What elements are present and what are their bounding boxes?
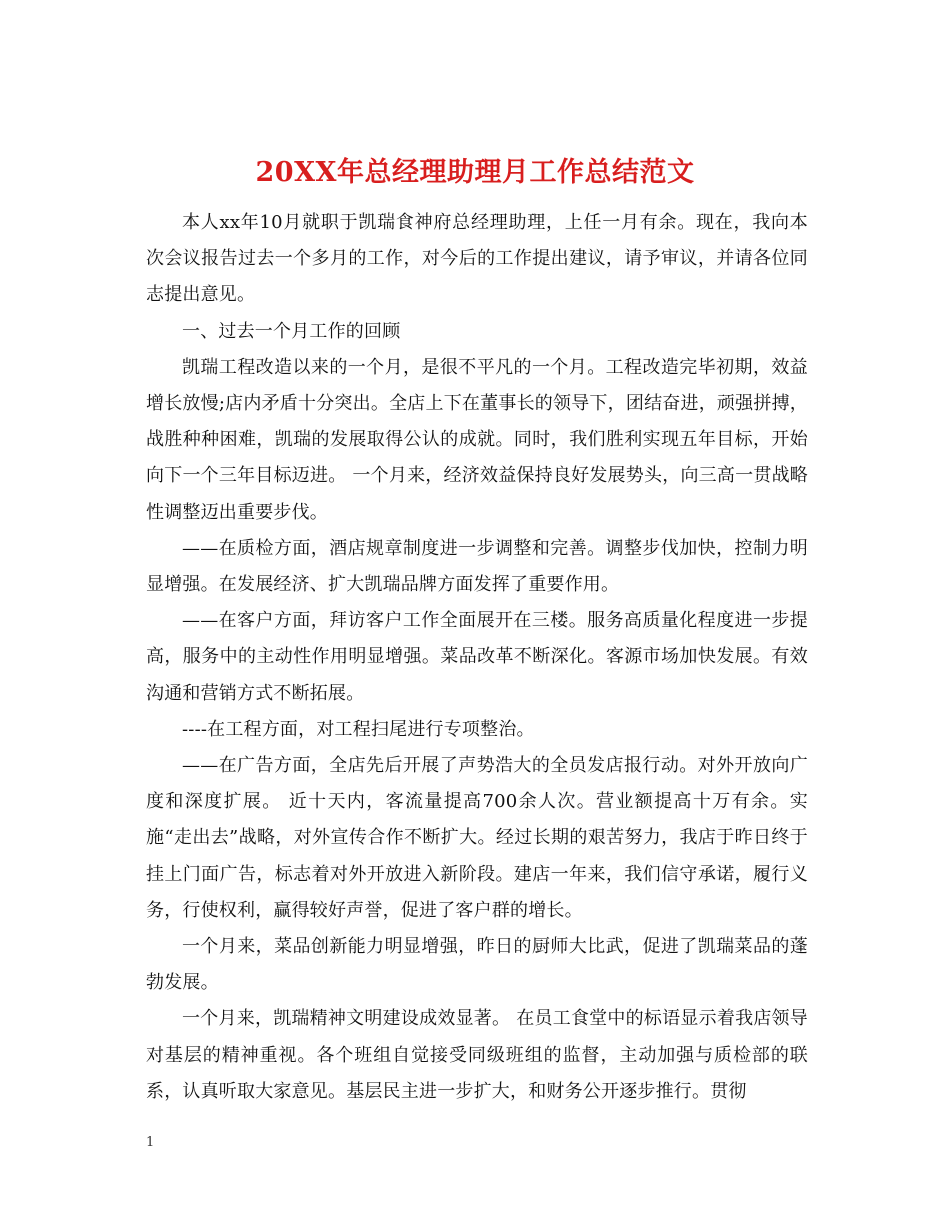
paragraph-culture: 一个月来，凯瑞精神文明建设成效显著。 在员工食堂中的标语显示着我店领导对基层的精神重视。各个班组自觉接受同级班组的监督，主动加强与质检部的联系，认真听取大家意见。基层民主进一步扩大，和财务公开逐步推行。贯彻 xyxy=(146,1008,808,1102)
paragraph-customer: ——在客户方面，拜访客户工作全面展开在三楼。服务高质量化程度进一步提高，服务中的主动性作用明显增强。菜品改革不断深化。客源市场加快发展。有效沟通和营销方式不断拓展。 xyxy=(146,610,808,704)
paragraph-quality: ——在质检方面，酒店规章制度进一步调整和完善。调整步伐加快，控制力明显增强。在发展经济、扩大凯瑞品牌方面发挥了重要作用。 xyxy=(146,537,808,596)
paragraph-review: 凯瑞工程改造以来的一个月，是很不平凡的一个月。工程改造完毕初期，效益增长放慢;店内矛盾十分突出。全店上下在董事长的领导下，团结奋进，顽强拼搏，战胜种种困难，凯瑞的发展取得公认的成就。同时，我们胜利实现五年目标，开始向下一个三年目标迈进。 一个月来，经济效益保持良好发展势头，向三高一贯战略性调整迈出重要步伐。 xyxy=(146,356,808,523)
section-heading: 一、过去一个月工作的回顾 xyxy=(182,320,401,342)
paragraph-advertising: ——在广告方面，全店先后开展了声势浩大的全员发店报行动。对外开放向广度和深度扩展。 近十天内，客流量提高700余人次。营业额提高十万有余。实施“走出去”战略，对外宣传合作不断扩大。经过长期的艰苦努力，我店于昨日终于挂上门面广告，标志着对外开放进入新阶段。建店一年来，我们信守承诺，履行义务，行使权利，赢得较好声誉，促进了客户群的增长。 xyxy=(146,755,808,921)
paragraph-engineering: ----在工程方面，对工程扫尾进行专项整治。 xyxy=(182,718,535,740)
page-number: 1 xyxy=(146,1135,155,1150)
paragraph-intro: 本人xx年10月就职于凯瑞食神府总经理助理，上任一月有余。现在，我向本次会议报告过去一个多月的工作，对今后的工作提出建议，请予审议，并请各位同志提出意见。 xyxy=(146,212,808,306)
document-body xyxy=(146,205,808,1110)
page-title: 20XX年总经理助理月工作总结范文 xyxy=(255,157,695,189)
paragraph-menu: 一个月来，菜品创新能力明显增强，昨日的厨师大比武，促进了凯瑞菜品的蓬勃发展。 xyxy=(146,936,808,994)
